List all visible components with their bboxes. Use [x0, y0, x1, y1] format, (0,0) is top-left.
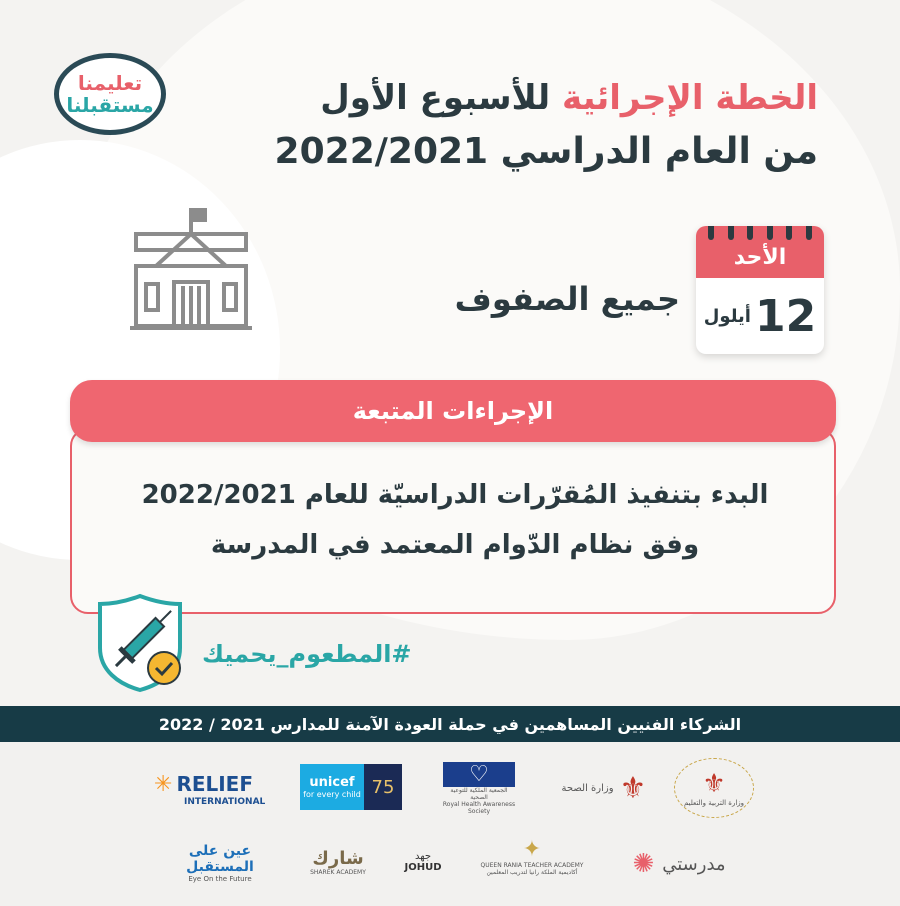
madrasati-logo: مدرستي ✺: [632, 849, 726, 879]
qrta-en: QUEEN RANIA TEACHER ACADEMY: [480, 861, 584, 869]
calendar-rings-icon: [708, 226, 812, 240]
grades-label: جميع الصفوف: [454, 280, 680, 318]
partners-heading: الشركاء الفنيين المساهمين في حملة العودة الآمنة للمدارس 2021 / 2022: [0, 706, 900, 742]
sharek-ar: شارك: [312, 848, 364, 869]
calendar-date: [696, 278, 824, 354]
ministry-health-logo: ⚜ وزارة الصحة: [561, 770, 647, 806]
qrta-ar: أكاديمية الملكة رانيا لتدريب المعلمين: [486, 868, 578, 876]
calendar-weekday: الأحد: [696, 226, 824, 278]
rhas-logo: ♡ الجمعية الملكية للتوعية الصحية Royal Health Awareness Society: [442, 761, 516, 815]
title-line1-rest: للأسبوع الأول: [320, 78, 562, 118]
moe-label: وزارة التربية والتعليم: [683, 799, 745, 807]
school-building-icon: [128, 204, 254, 332]
hashtag-text: #المطعوم_يحميك: [202, 640, 412, 668]
logo-line2: مستقبلنا: [66, 93, 154, 117]
moh-label: وزارة الصحة: [561, 782, 614, 794]
calendar-card: [696, 226, 824, 354]
relief-line2: INTERNATIONAL: [184, 796, 266, 807]
sharek-en: SHAREK ACADEMY: [310, 869, 366, 876]
madrasati-label: مدرستي: [662, 853, 726, 875]
unicef-logo: [300, 764, 364, 810]
procedures-header: الإجراءات المتبعة: [70, 380, 836, 442]
eye-en: Eye On the Future: [188, 875, 252, 883]
rhas-en: Royal Health Awareness Society: [442, 800, 516, 815]
calendar-day: 12: [754, 290, 817, 342]
partners-logos: [0, 742, 900, 906]
unicef-75-logo: [364, 764, 402, 810]
title-line2: من العام الدراسي 2022/2021: [274, 131, 818, 172]
sharek-academy-logo: [308, 838, 368, 886]
campaign-logo: [54, 53, 166, 135]
unicef-tagline: for every child: [303, 790, 361, 799]
title-accent: الخطة الإجرائية: [561, 78, 818, 118]
title-line1: [258, 72, 818, 124]
eye-ar: عين على المستقبل: [186, 843, 254, 875]
eye-on-future-logo: [160, 843, 280, 883]
ministry-education-logo: ⚜ وزارة التربية والتعليم: [674, 758, 754, 818]
relief-international-logo: ✳ RELIEF INTERNATIONAL: [154, 771, 266, 807]
johud-ar: جهد: [414, 851, 432, 862]
logo-line1: تعليمنا: [77, 71, 143, 95]
vaccine-shield-icon: [96, 592, 184, 694]
rhas-ar: الجمعية الملكية للتوعية الصحية: [450, 786, 508, 801]
relief-line1: RELIEF: [176, 772, 254, 796]
calendar-month: أيلول: [703, 305, 751, 327]
unicef-name: unicef: [309, 775, 355, 790]
page-title: [258, 72, 818, 180]
johud-logo: [388, 840, 458, 884]
procedures-line2: وفق نظام الدّوام المعتمد في المدرسة: [210, 530, 700, 560]
qrta-logo: ✦ QUEEN RANIA TEACHER ACADEMY أكاديمية الملكة رانيا لتدريب المعلمين: [480, 836, 584, 876]
procedures-line1: البدء بتنفيذ المُقرّرات الدراسيّة للعام 2022/2021: [141, 480, 769, 510]
procedures-text: [120, 470, 790, 570]
johud-en: JOHUD: [404, 862, 442, 873]
unicef-anniv: 75: [371, 776, 395, 798]
